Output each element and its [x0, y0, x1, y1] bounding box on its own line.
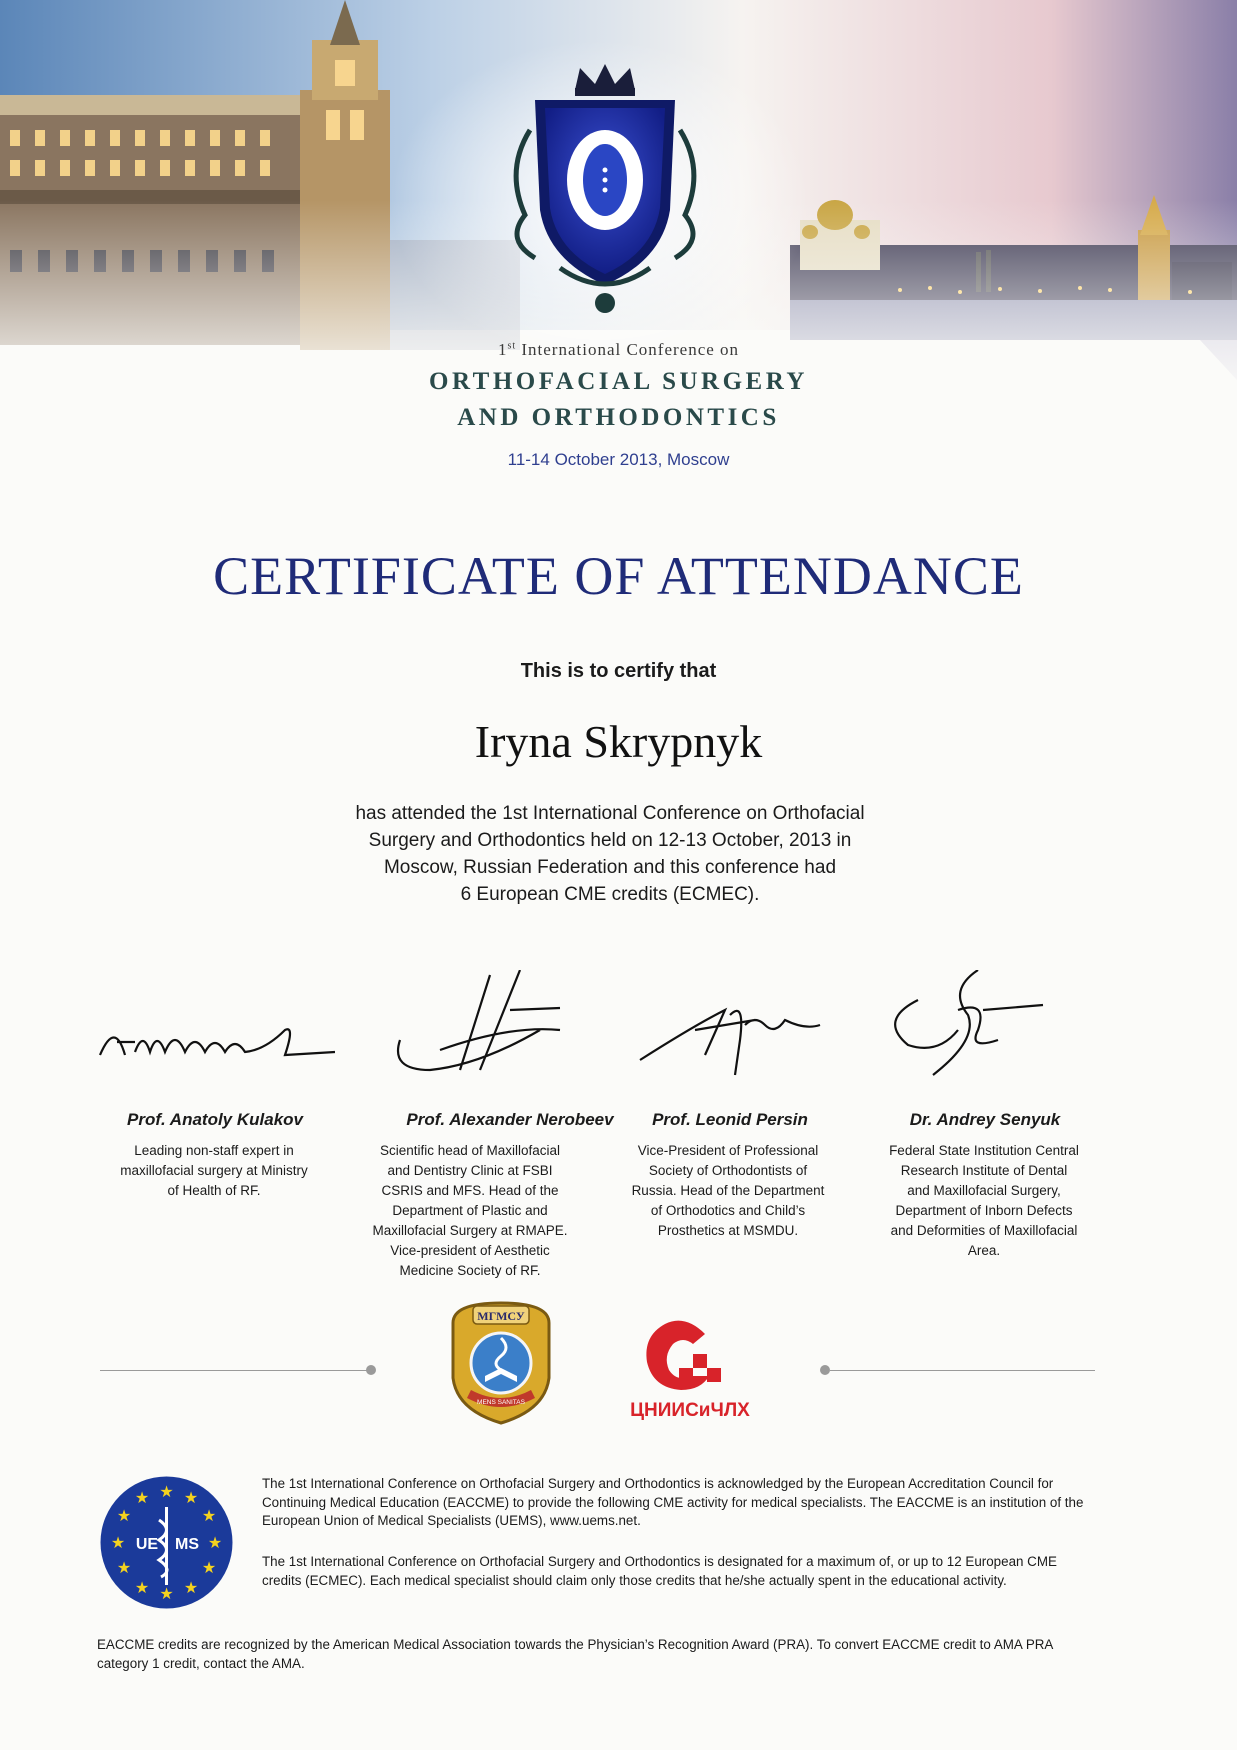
body-line: Moscow, Russian Federation and this conference had: [383, 857, 837, 878]
body-line: 6 European CME credits (ECMEC).: [460, 884, 760, 905]
certificate-body: [290, 800, 930, 908]
accreditation-note-3: EACCME credits are recognized by the American Medical Association towards the Physician’s Recognition Award (PRA). To convert EACCME credit to AMA PRA category 1 credit, contact the AMA.: [97, 1637, 1053, 1671]
svg-text:★: ★: [207, 1533, 223, 1552]
conference-line-1-text: International Conference on: [521, 340, 740, 359]
role-line: Society of Orthodontists of: [648, 1163, 808, 1178]
role-line: Vice-President of Professional: [637, 1143, 819, 1158]
role-line: Federal State Institution Central: [889, 1143, 1079, 1158]
role-line: and Maxillofacial Surgery,: [907, 1183, 1061, 1198]
svg-text:★: ★: [116, 1558, 132, 1577]
svg-text:★: ★: [134, 1578, 150, 1597]
msmsu-top-text: МГМСУ: [477, 1309, 525, 1323]
role-line: Area.: [967, 1243, 1001, 1258]
signature-senyuk: [878, 970, 1118, 1080]
conference-name-line-2: ORTHOFACIAL SURGERY: [429, 368, 808, 395]
role-line: maxillofacial surgery at Ministry: [120, 1163, 308, 1178]
signatory-role: [618, 1141, 838, 1241]
conference-ordinal-suffix: st: [507, 340, 517, 352]
signature-persin: [635, 970, 875, 1080]
role-line: Leading non-staff expert in: [134, 1143, 294, 1158]
uems-right-text: MS: [175, 1536, 199, 1553]
role-line: Department of Plastic and: [392, 1203, 548, 1218]
role-line: Department of Inborn Defects: [895, 1203, 1073, 1218]
msmsu-crest-logo: [445, 1298, 557, 1428]
signature-kulakov: [95, 970, 335, 1080]
body-line: has attended the 1st International Conference on Orthofacial: [355, 803, 865, 824]
svg-text:★: ★: [134, 1488, 150, 1507]
conference-name-line-3: AND ORTHODONTICS: [457, 404, 780, 431]
recipient-name: Iryna Skrypnyk: [474, 716, 763, 767]
certificate-title: CERTIFICATE OF ATTENDANCE: [213, 546, 1024, 606]
divider-left: [100, 1370, 370, 1371]
body-line: Surgery and Orthodontics held on 12-13 October, 2013 in: [368, 830, 852, 851]
svg-text:★: ★: [183, 1578, 199, 1597]
svg-text:★: ★: [116, 1506, 132, 1525]
role-line: Maxillofacial Surgery at RMAPE.: [372, 1223, 568, 1238]
svg-text:★: ★: [201, 1558, 217, 1577]
divider-dot: [366, 1365, 376, 1375]
role-line: Prosthetics at MSMDU.: [657, 1223, 799, 1238]
role-line: Medicine Society of RF.: [399, 1263, 541, 1278]
signatory-role: [874, 1141, 1094, 1261]
role-line: and Deformities of Maxillofacial: [890, 1223, 1078, 1238]
role-line: of Health of RF.: [167, 1183, 261, 1198]
role-line: Russia. Head of the Department: [631, 1183, 825, 1198]
signatory-name: Prof. Anatoly Kulakov: [126, 1110, 303, 1129]
svg-text:★: ★: [110, 1533, 126, 1552]
svg-text:★: ★: [159, 1584, 174, 1603]
signatory-name: Prof. Leonid Persin: [652, 1110, 808, 1129]
conference-date: 11-14 October 2013, Moscow: [507, 450, 730, 469]
msmsu-bottom-text: MENS SANITAS: [477, 1399, 525, 1406]
conference-ordinal: 1: [497, 340, 508, 359]
role-line: and Dentistry Clinic at FSBI: [387, 1163, 553, 1178]
divider-right: [830, 1370, 1095, 1371]
cniis-text: ЦНИИСиЧЛХ: [630, 1400, 750, 1421]
signatory-role: [104, 1141, 324, 1201]
signature-nerobeev: [390, 970, 630, 1080]
accreditation-note-2: The 1st International Conference on Orthofacial Surgery and Orthodontics is designated for a maximum of, or up to 12 European CME credits (ECMEC). Each medical specialist should claim only those credits that he/she actually spent in the educational activity.: [262, 1554, 1057, 1588]
cniis-logo: [615, 1312, 765, 1422]
uems-logo: [99, 1475, 234, 1610]
role-line: Vice-president of Aesthetic: [390, 1243, 550, 1258]
role-line: of Orthodotics and Child’s: [650, 1203, 806, 1218]
svg-text:★: ★: [183, 1488, 199, 1507]
role-line: CSRIS and MFS. Head of the: [381, 1183, 559, 1198]
certify-text: This is to certify that: [520, 660, 717, 682]
divider-dot: [820, 1365, 830, 1375]
role-line: Scientific head of Maxillofacial: [379, 1143, 561, 1158]
signatory-name: Prof. Alexander Nerobeev: [406, 1110, 614, 1129]
svg-text:★: ★: [201, 1506, 217, 1525]
conference-line-1: [0, 340, 1237, 360]
svg-text:★: ★: [159, 1482, 174, 1501]
signatory-name: Dr. Andrey Senyuk: [909, 1110, 1061, 1129]
role-line: Research Institute of Dental: [900, 1163, 1068, 1178]
uems-left-text: UE: [135, 1536, 159, 1553]
signatory-role: [360, 1141, 580, 1281]
accreditation-note-1: The 1st International Conference on Orthofacial Surgery and Orthodontics is acknowledged by the European Accreditation Council for Continuing Medical Education (EACCME) to provide the following CME activity for medical specialists. The EACCME is an institution of the European Union of Medical Specialists (UEMS), www.uems.net.: [262, 1476, 1084, 1528]
